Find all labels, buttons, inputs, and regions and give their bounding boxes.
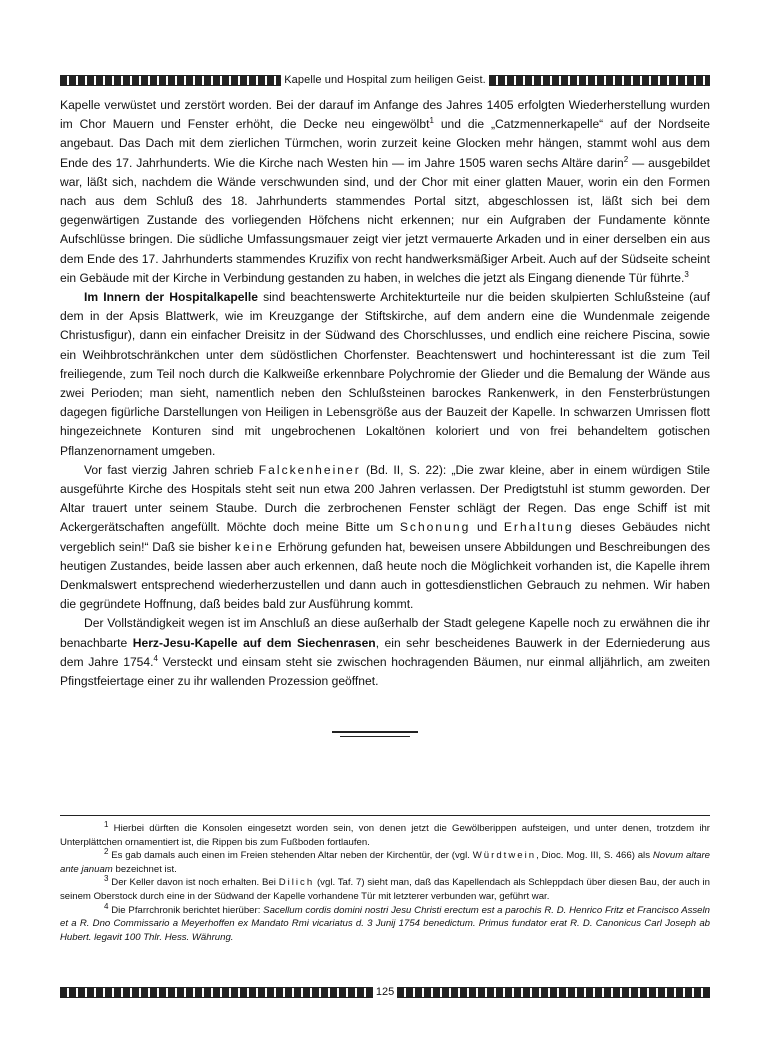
- footer-ornament-left: [60, 987, 373, 998]
- text-run: Die Pfarrchronik berichtet hierüber:: [108, 904, 264, 916]
- author-name: Dilich: [278, 877, 315, 889]
- footnote-ref[interactable]: 3: [684, 269, 689, 279]
- footnote-1: [60, 819, 710, 849]
- running-head: Kapelle und Hospital zum heiligen Geist.: [284, 74, 486, 86]
- footnote-3: [60, 876, 710, 903]
- footnote-number: 4: [104, 901, 109, 911]
- text-run: Hierbei dürften die Konsolen eingesetzt worden sein, von denen jetzt die Gewölberippen aufsteigen, und unter denen, trotzdem ihr Unterplättchen ornamentiert ist, die Rippen bis zum Fußboden fortlaufen.: [60, 823, 710, 848]
- section-separator: [332, 731, 418, 737]
- footnote-2: [60, 849, 710, 876]
- page-header: [60, 72, 710, 88]
- footnote-rule: [60, 815, 710, 816]
- footnote-ref[interactable]: 2: [623, 154, 629, 164]
- text-run: (Bd. II, S. 22): „Die zwar kleine, aber in einem würdigen Stile ausgeführte Kirche des Hospitals steht seit nun etwa 200 Jahren verlassen. Der Predigtstuhl ist stumm geworden. Der Altar trauert unter seinem Staube. Durch die zerbrochenen Fenster schlägt der Regen. Das enge Schiff ist mit Ackergerätschaften angefüllt. Möchte doch meine Bitte um: [60, 462, 710, 535]
- footnote-number: 3: [104, 874, 109, 884]
- text-run: , ein sehr bescheidenes Bauwerk in der Ederniederung aus dem Jahre 1754.: [60, 635, 711, 669]
- separator-line: [340, 736, 410, 737]
- latin-quote: Sacellum cordis domini nostri Jesu Christi erectum est a parochis R. D. Henrico Fritz et Francisco Asseln et a R. Dno Commissario a Meyerhoffen ex Mandato Rmi vicariatus d. 3 Junij 1754 benedictum. Primus fundator erat R. D. Canonicus Carl Joseph ab Hubert. legavit 100 Thlr. Hess. Währung.: [60, 904, 710, 943]
- text-run: dieses Gebäudes nicht vergeblich sein!“ Daß sie bisher: [60, 520, 710, 554]
- text-run: sind beachtenswerte Architekturteile nur die beiden skulpierten Schlußsteine (auf dem in der Apsis Blattwerk, wie im Kreuzgange der Stiftskirche, auf dem andern eine die Wundenmale zeigende Christusfigur), dann ein einfacher Dreisitz in der Südwand des Chorschlusses, und endlich eine reichere Piscina, sowie ein Weihbrotschränkchen unter dem südöstlichen Chorfenster. Beachtenswert und hochinteressant ist die zum Teil freiliegende, zum Teil noch durch die Kalkweiße erkennbare Polychromie der Glieder und die Bemalung der Wände aus zwei Perioden; man sieht, namentlich neben den Schlußsteinen barockes Rankenwerk, in den Fensterbrüstungen dagegen figürliche Darstellungen von Heiligen in Lebensgröße aus der Bauzeit der Kapelle. In schwarzen Umrissen flott hingezeichnete Konturen sind mit ungebrochenen Lokaltönen koloriert und von frei behandeltem gotischen Pflanzenornament umgeben.: [60, 290, 711, 458]
- emphasis: keine: [234, 539, 274, 554]
- paragraph-1: [60, 96, 710, 288]
- body-text: [60, 96, 710, 691]
- bold-term: Herz-Jesu-Kapelle auf dem Siechenrasen: [132, 635, 376, 650]
- author-name: Würdtwein: [472, 850, 537, 862]
- footnotes: [60, 819, 711, 944]
- footnote-number: 1: [104, 819, 109, 829]
- text-run: — ausgebildet war, läßt sich, nachdem die Wände verschwunden sind, und der Chor mit einer glatten Mauer, worin ein den Formen nach aus dem Schluß des 18. Jahrhunderts stammendes Portal sitzt, abgeschlossen ist, läßt sich bei dem gegenwärtigen Zustande des vorliegenden Höfchens nicht erkennen; nur ein Aufgraben der Fundamente könnte Aufschlüsse bringen. Die südliche Umfassungsmauer zeigt vier jetzt vermauerte Arkaden und in einer derselben ein aus dem Ende des 17. Jahrhunderts stammendes Kruzifix von recht handwerksmäßiger Arbeit. Auch auf der Südseite scheint ein Gebäude mit der Kirche in Verbindung gestanden zu haben, in welches die jetzt als Eingang dienende Tür führte.: [60, 155, 710, 285]
- text-run: (vgl. Taf. 7) sieht man, daß das Kapellendach als Schleppdach über diesen Bau, der auch in seinem Oberstock durch eine in der Südwand der Kapelle vorhandene Tür mit letzterer verbunden war, geführt war.: [60, 877, 710, 902]
- lead-in: Im Innern der Hospitalkapelle: [84, 290, 258, 305]
- paragraph-4: [60, 614, 710, 691]
- text-run: und: [470, 520, 504, 535]
- header-ornament-right: [489, 75, 710, 86]
- text-run: Es gab damals auch einen im Freien stehenden Altar neben der Kirchentür, der (vgl.: [108, 850, 473, 862]
- footer-ornament-right: [397, 987, 710, 998]
- emphasis: Erhaltung: [503, 520, 574, 535]
- paragraph-3: [60, 461, 710, 615]
- text-run: Vor fast vierzig Jahren schrieb: [84, 462, 259, 477]
- paragraph-2: [60, 288, 710, 461]
- separator-line: [332, 731, 418, 733]
- text-run: Kapelle verwüstet und zerstört worden. Bei der darauf im Anfange des Jahres 1405 erfolgten Wiederherstellung wurden im Chor Mauern und Fenster erhöht, die Decke neu eingewölbt: [60, 98, 710, 132]
- footnote-4: [60, 901, 710, 945]
- text-run: Der Keller davon ist noch erhalten. Bei: [108, 877, 279, 889]
- page-footer: [60, 985, 710, 999]
- author-name: Falckenheiner: [258, 462, 361, 477]
- emphasis: Schonung: [399, 520, 471, 535]
- footnote-ref[interactable]: 1: [429, 116, 434, 126]
- page-number: 125: [375, 986, 395, 998]
- latin-quote: Novum altare ante januam: [60, 850, 711, 875]
- text-run: bezeichnet ist.: [112, 863, 177, 875]
- footnote-number: 2: [104, 847, 109, 856]
- text-run: , Dioc. Mog. III, S. 466) als: [536, 850, 653, 862]
- header-ornament-left: [60, 75, 281, 86]
- text-run: Versteckt und einsam steht sie zwischen hochragenden Bäumen, nur einmal alljährlich, am zweiten Pfingstfeiertage einer zu ihr wallenden Prozession geöffnet.: [60, 654, 711, 689]
- text-run: und die „Catzmennerkapelle“ auf der Nordseite angebaut. Das Dach mit dem zierlichen Türmchen, worin zurzeit keine Glocken mehr hängen, stammt wohl aus dem Ende des 17. Jahrhunderts. Wie die Kirche nach Westen hin — im Jahre 1505 waren sechs Altäre darin: [60, 117, 711, 170]
- text-run: Der Vollständigkeit wegen ist im Anschluß an diese außerhalb der Stadt gelegene Kapelle noch zu erwähnen die ihr benachbarte: [60, 616, 710, 650]
- text-run: Erhörung gefunden hat, beweisen unsere Abbildungen und Beschreibungen des heutigen Zustandes, beide lassen aber auch erkennen, daß heute noch die Möglichkeit vorhanden ist, die Kapelle ihrem Denkmalswert entsprechend wiederherzustellen und dann auch in gottesdienstlichen Gebrauch zu nehmen. Wir haben die gegründete Hoffnung, daß beides bald zur Ausführung kommt.: [60, 539, 710, 612]
- footnote-ref[interactable]: 4: [153, 653, 158, 663]
